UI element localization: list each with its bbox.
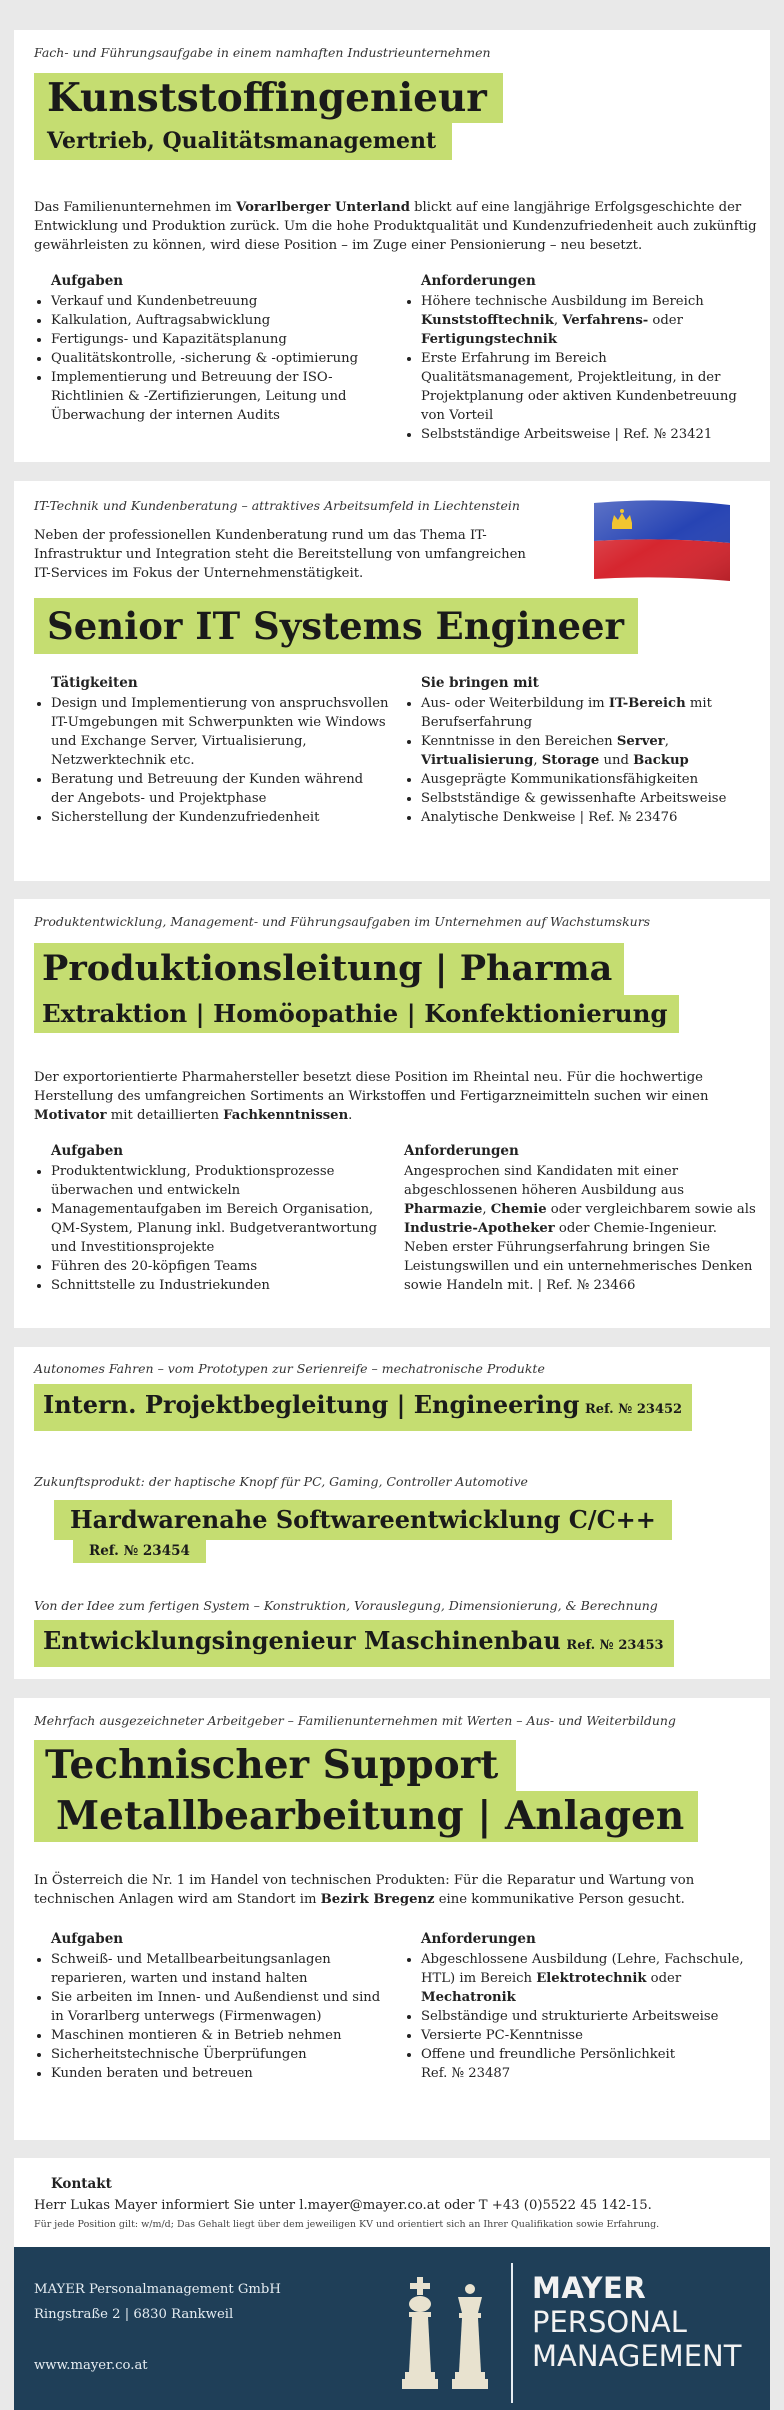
job-card-short-listings [14, 1347, 770, 1679]
requirements-column [404, 675, 759, 827]
job-title: Hardwarenahe Softwareentwicklung C/C++ [54, 1500, 672, 1540]
list-item: • Implementierung und Betreuung der ISO-Richtlinien & -Zertifizierungen, Leitung und Überwachung der internen Audits [51, 368, 389, 425]
tasks-column [34, 675, 389, 827]
job-subtitle: Extraktion | Homöopathie | Konfektionierung [34, 995, 679, 1033]
list-item: • Managementaufgaben im Bereich Organisation, QM-System, Planung inkl. Budgetverantwortung und Investitionsprojekte [51, 1200, 389, 1257]
job-columns [34, 675, 759, 827]
tasks-column [34, 1931, 389, 2083]
job-title: Intern. Projektbegleitung | Engineering Ref. № 23452 [34, 1384, 692, 1431]
job-title: Kunststoffingenieur [34, 73, 503, 123]
list-item: • Höhere technische Ausbildung im Bereich Kunststofftechnik, Verfahrens- oder Fertigungstechnik [421, 292, 759, 349]
contact-heading: Kontakt [51, 2176, 112, 2192]
job-kicker: Mehrfach ausgezeichneter Arbeitgeber – Familienunternehmen mit Werten – Aus- und Weiterbildung [34, 1713, 676, 1728]
list-item: • Führen des 20-köpfigen Teams [51, 1257, 389, 1276]
chess-king-icon [400, 2277, 440, 2397]
requirements-text: Angesprochen sind Kandidaten mit einer abgeschlossenen höheren Ausbildung aus Pharmazie, Chemie oder vergleichbarem sowie als Industrie-Apotheker oder Chemie-Ingenieur. Neben erster Führungserfahrung bringen Sie Leistungswillen und ein unternehmerisches Denken sowie Handeln mit. | Ref. № 23466 [404, 1164, 756, 1293]
job-card-technischer-support [14, 1698, 770, 2140]
job-intro: Neben der professionellen Kundenberatung rund um das Thema IT-Infrastruktur und Integration steht die Bereitstellung von umfangreichen IT-Services im Fokus der Unternehmenstätigkeit. [34, 528, 526, 581]
tasks-heading: Aufgaben [51, 273, 124, 289]
requirements-column [404, 273, 759, 444]
list-item: • Fertigungs- und Kapazitätsplanung [51, 330, 389, 349]
chess-queen-icon [450, 2277, 490, 2397]
requirements-heading: Anforderungen [404, 1143, 519, 1159]
requirements-column [404, 1931, 759, 2083]
logo-mayer: MAYER [532, 2271, 647, 2305]
list-item: • Offene und freundliche Persönlichkeit Ref. № 23487 [421, 2045, 759, 2083]
list-item: • Analytische Denkweise | Ref. № 23476 [421, 808, 759, 827]
requirements-list [404, 292, 759, 444]
tasks-list [34, 1950, 389, 2083]
tasks-column [34, 1143, 389, 1295]
job-ref: Ref. № 23453 [566, 1638, 664, 1653]
list-item: • Kunden beraten und betreuen [51, 2064, 389, 2083]
job-title: Produktionsleitung | Pharma [34, 943, 624, 995]
tasks-column [34, 273, 389, 444]
list-item: • Schnittstelle zu Industriekunden [51, 1276, 389, 1295]
job-intro: Der exportorientierte Pharmahersteller besetzt diese Position im Rheintal neu. Für die hochwertige Herstellung des umfangreichen Sortiments an Wirkstoffen und Fertigarzneimitteln suchen wir einen Motivator mit detaillierten Fachkenntnissen. [34, 1070, 709, 1123]
job-intro: Das Familienunternehmen im Vorarlberger Unterland blickt auf eine langjährige Erfolgsgeschichte der Entwicklung und Produktion zurück. Um die hohe Produktqualität und Kundenzufriedenheit auch zukünftig gewährleisten zu können, wird diese Position – im Zuge einer Pensionierung – neu besetzt. [34, 200, 757, 253]
list-item: • Verkauf und Kundenbetreuung [51, 292, 389, 311]
list-item: • Ausgeprägte Kommunikationsfähigkeiten [421, 770, 759, 789]
contact-line: Herr Lukas Mayer informiert Sie unter l.mayer@mayer.co.at oder T +43 (0)5522 45 142-15. [34, 2198, 652, 2213]
job-intro: In Österreich die Nr. 1 im Handel von technischen Produkten: Für die Reparatur und Wartung von technischen Anlagen wird am Standort im Bezirk Bregenz eine kommunikative Person gesucht. [34, 1873, 695, 1907]
tasks-heading: Aufgaben [51, 1143, 124, 1159]
list-item: • Maschinen montieren & in Betrieb nehmen [51, 2026, 389, 2045]
tasks-heading: Tätigkeiten [51, 675, 138, 691]
tasks-list [34, 292, 389, 425]
requirements-list [404, 1950, 759, 2083]
requirements-heading: Sie bringen mit [421, 675, 539, 691]
job-kicker: Fach- und Führungsaufgabe in einem namhaften Industrieunternehmen [34, 45, 491, 60]
job-card-kunststoffingenieur [14, 30, 770, 462]
list-item: • Abgeschlossene Ausbildung (Lehre, Fachschule, HTL) im Bereich Elektrotechnik oder Mechatronik [421, 1950, 759, 2007]
list-item: • Kalkulation, Auftragsabwicklung [51, 311, 389, 330]
list-item: • Kenntnisse in den Bereichen Server, Virtualisierung, Storage und Backup [421, 732, 759, 770]
logo-personal: PERSONAL [532, 2305, 687, 2339]
tasks-heading: Aufgaben [51, 1931, 124, 1947]
job-card-produktionsleitung-pharma [14, 899, 770, 1328]
job-columns [34, 1143, 759, 1295]
requirements-heading: Anforderungen [421, 273, 536, 289]
job-kicker: Zukunftsprodukt: der haptische Knopf für PC, Gaming, Controller Automotive [34, 1474, 528, 1489]
logo-management: MANAGEMENT [532, 2339, 742, 2373]
requirements-list [404, 694, 759, 827]
tasks-list [34, 694, 389, 827]
list-item: • Produktentwicklung, Produktionsprozesse überwachen und entwickeln [51, 1162, 389, 1200]
job-kicker: Produktentwicklung, Management- und Führungsaufgaben im Unternehmen auf Wachstumskurs [34, 914, 651, 929]
list-item: • Erste Erfahrung im Bereich Qualitätsmanagement, Projektleitung, in der Projektplanung oder aktiven Kundenbetreuung von Vorteil [421, 349, 759, 425]
requirements-column [404, 1143, 759, 1295]
contact-section [14, 2158, 770, 2247]
list-item: • Sicherstellung der Kundenzufriedenheit [51, 808, 389, 827]
list-item: • Design und Implementierung von anspruchsvollen IT-Umgebungen mit Schwerpunkten wie Windows und Exchange Server, Virtualisierung, Netzwerktechnik etc. [51, 694, 389, 770]
company-website[interactable]: www.mayer.co.at [34, 2358, 148, 2373]
list-item: • Versierte PC-Kenntnisse [421, 2026, 759, 2045]
logo-divider [511, 2263, 513, 2403]
job-title: Entwicklungsingenieur Maschinenbau Ref. № 23453 [34, 1620, 674, 1667]
list-item: • Beratung und Betreuung der Kunden während der Angebots- und Projektphase [51, 770, 389, 808]
job-kicker: Von der Idee zum fertigen System – Konstruktion, Vorauslegung, Dimensionierung, & Berechnung [34, 1598, 658, 1613]
list-item: • Schweiß- und Metallbearbeitungsanlagen reparieren, warten und instand halten [51, 1950, 389, 1988]
list-item: • Selbstständige Arbeitsweise | Ref. № 23421 [421, 425, 759, 444]
contact-note: Für jede Position gilt: w/m/d; Das Gehalt liegt über dem jeweiligen KV und orientiert sich an Ihrer Qualifikation sowie Erfahrung. [34, 2219, 660, 2230]
job-columns [34, 1931, 759, 2083]
tasks-list [34, 1162, 389, 1295]
list-item: • Aus- oder Weiterbildung im IT-Bereich mit Berufserfahrung [421, 694, 759, 732]
job-ref: Ref. № 23454 [73, 1540, 206, 1563]
job-card-senior-it-systems-engineer [14, 481, 770, 881]
list-item: • Selbstständige & gewissenhafte Arbeitsweise [421, 789, 759, 808]
list-item: • Selbständige und strukturierte Arbeitsweise [421, 2007, 759, 2026]
job-ref: Ref. № 23487 [421, 2066, 511, 2081]
job-kicker: IT-Technik und Kundenberatung – attraktives Arbeitsumfeld in Liechtenstein [34, 498, 520, 513]
job-title-line1: Technischer Support [34, 1740, 516, 1791]
footer [14, 2247, 770, 2410]
job-subtitle: Vertrieb, Qualitätsmanagement [34, 123, 452, 160]
job-ref: Ref. № 23452 [584, 1402, 683, 1417]
list-item: • Sicherheitstechnische Überprüfungen [51, 2045, 389, 2064]
list-item: • Qualitätskontrolle, -sicherung & -optimierung [51, 349, 389, 368]
requirements-heading: Anforderungen [421, 1931, 536, 1947]
job-kicker: Autonomes Fahren – vom Prototypen zur Serienreife – mechatronische Produkte [34, 1361, 545, 1376]
job-title: Senior IT Systems Engineer [34, 598, 638, 654]
liechtenstein-flag [592, 499, 732, 583]
job-columns [34, 273, 759, 444]
list-item: • Sie arbeiten im Innen- und Außendienst und sind in Vorarlberg unterwegs (Firmenwagen) [51, 1988, 389, 2026]
job-title-line2: Metallbearbeitung | Anlagen [34, 1791, 698, 1842]
company-address: Ringstraße 2 | 6830 Rankweil [34, 2307, 234, 2322]
company-name: MAYER Personalmanagement GmbH [34, 2282, 281, 2297]
